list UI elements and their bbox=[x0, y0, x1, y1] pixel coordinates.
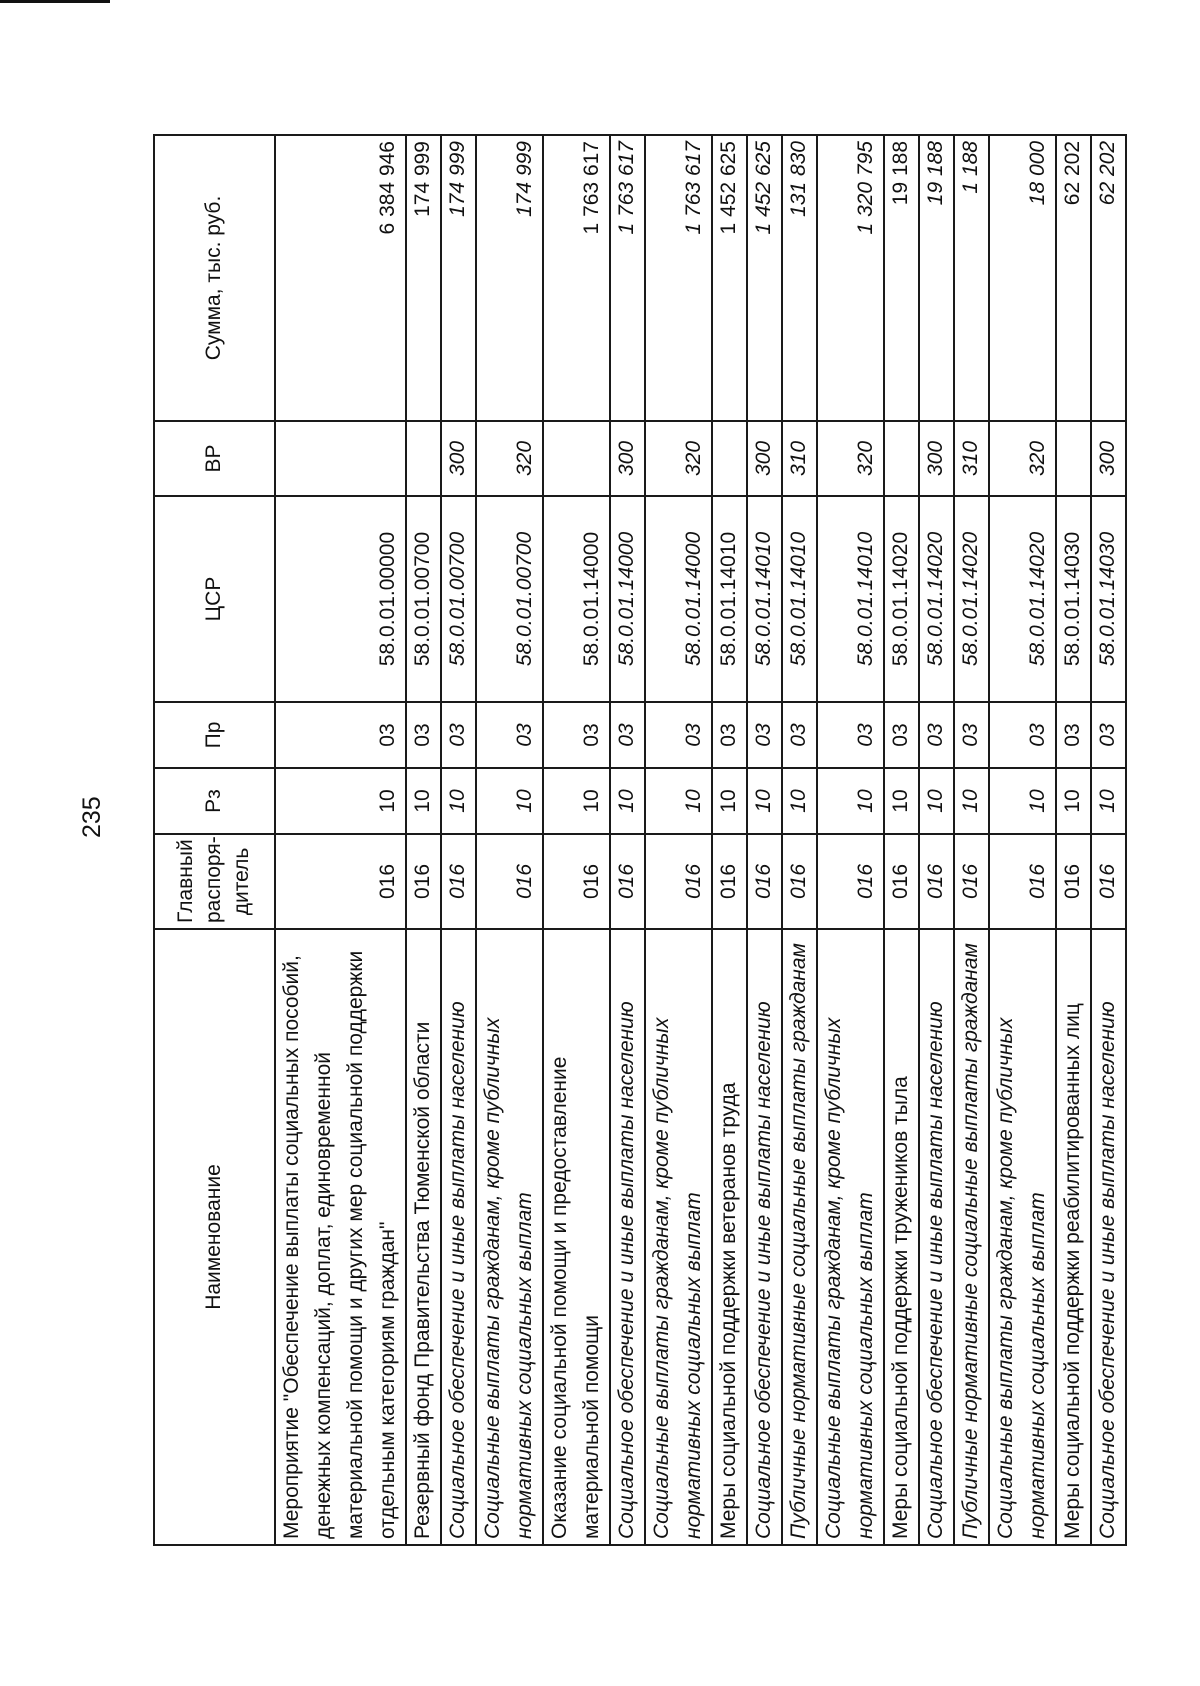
cell-expense-type: 300 bbox=[747, 421, 782, 496]
cell-expense-type bbox=[406, 421, 441, 496]
cell-subsection: 03 bbox=[989, 702, 1056, 768]
table-row bbox=[712, 135, 747, 1545]
cell-section: 10 bbox=[954, 768, 989, 834]
cell-main-manager: 016 bbox=[610, 834, 645, 929]
cell-amount: 1 452 625 bbox=[712, 135, 747, 421]
cell-expense-type: 320 bbox=[645, 421, 712, 496]
cell-main-manager: 016 bbox=[645, 834, 712, 929]
cell-subsection: 03 bbox=[406, 702, 441, 768]
cell-subsection: 03 bbox=[543, 702, 610, 768]
cell-subsection: 03 bbox=[884, 702, 919, 768]
cell-section: 10 bbox=[645, 768, 712, 834]
cell-subsection: 03 bbox=[712, 702, 747, 768]
header-target-article: ЦСР bbox=[154, 496, 275, 702]
cell-target-article: 58.0.01.00000 bbox=[275, 496, 406, 702]
cell-name: Резервный фонд Правительства Тюменской области bbox=[406, 929, 441, 1545]
cell-section: 10 bbox=[712, 768, 747, 834]
cell-name: Социальные выплаты гражданам, кроме публичных нормативных социальных выплат bbox=[817, 929, 884, 1545]
cell-section: 10 bbox=[543, 768, 610, 834]
cell-amount: 1 763 617 bbox=[645, 135, 712, 421]
table-row bbox=[1091, 135, 1126, 1545]
cell-section: 10 bbox=[747, 768, 782, 834]
cell-expense-type: 300 bbox=[919, 421, 954, 496]
table-row bbox=[954, 135, 989, 1545]
cell-target-article: 58.0.01.00700 bbox=[476, 496, 543, 702]
cell-main-manager: 016 bbox=[406, 834, 441, 929]
header-row bbox=[154, 135, 275, 1545]
table-row bbox=[543, 135, 610, 1545]
table-row bbox=[782, 135, 817, 1545]
cell-section: 10 bbox=[1091, 768, 1126, 834]
cell-section: 10 bbox=[817, 768, 884, 834]
header-expense-type: ВР bbox=[154, 421, 275, 496]
cell-main-manager: 016 bbox=[476, 834, 543, 929]
cell-main-manager: 016 bbox=[1056, 834, 1091, 929]
cell-target-article: 58.0.01.14000 bbox=[610, 496, 645, 702]
table-row bbox=[610, 135, 645, 1545]
cell-amount: 1 763 617 bbox=[610, 135, 645, 421]
cell-name: Социальное обеспечение и иные выплаты населению bbox=[1091, 929, 1126, 1545]
header-subsection: Пр bbox=[154, 702, 275, 768]
cell-target-article: 58.0.01.14020 bbox=[919, 496, 954, 702]
cell-amount: 174 999 bbox=[406, 135, 441, 421]
table-row bbox=[1056, 135, 1091, 1545]
cell-amount: 174 999 bbox=[441, 135, 476, 421]
cell-main-manager: 016 bbox=[919, 834, 954, 929]
cell-subsection: 03 bbox=[1091, 702, 1126, 768]
cell-amount: 1 763 617 bbox=[543, 135, 610, 421]
budget-table bbox=[153, 134, 1127, 1546]
cell-main-manager: 016 bbox=[543, 834, 610, 929]
cell-section: 10 bbox=[476, 768, 543, 834]
cell-section: 10 bbox=[441, 768, 476, 834]
cell-main-manager: 016 bbox=[954, 834, 989, 929]
page-number: 235 bbox=[78, 796, 106, 838]
cell-subsection: 03 bbox=[275, 702, 406, 768]
rotated-table-wrapper bbox=[153, 136, 1119, 1546]
header-name: Наименование bbox=[154, 929, 275, 1545]
table-row bbox=[441, 135, 476, 1545]
cell-target-article: 58.0.01.14010 bbox=[817, 496, 884, 702]
cell-target-article: 58.0.01.14000 bbox=[645, 496, 712, 702]
cell-subsection: 03 bbox=[817, 702, 884, 768]
cell-name: Меры социальной поддержки реабилитированных лиц bbox=[1056, 929, 1091, 1545]
cell-main-manager: 016 bbox=[817, 834, 884, 929]
cell-target-article: 58.0.01.14020 bbox=[884, 496, 919, 702]
cell-amount: 1 188 bbox=[954, 135, 989, 421]
cell-subsection: 03 bbox=[1056, 702, 1091, 768]
cell-amount: 62 202 bbox=[1091, 135, 1126, 421]
header-amount: Сумма, тыс. руб. bbox=[154, 135, 275, 421]
cell-expense-type: 310 bbox=[782, 421, 817, 496]
cell-expense-type: 320 bbox=[989, 421, 1056, 496]
cell-section: 10 bbox=[406, 768, 441, 834]
cell-name: Социальные выплаты гражданам, кроме публичных нормативных социальных выплат bbox=[476, 929, 543, 1545]
cell-expense-type bbox=[712, 421, 747, 496]
cell-expense-type bbox=[543, 421, 610, 496]
cell-section: 10 bbox=[1056, 768, 1091, 834]
cell-target-article: 58.0.01.14000 bbox=[543, 496, 610, 702]
cell-name: Оказание социальной помощи и предоставление материальной помощи bbox=[543, 929, 610, 1545]
cell-amount: 6 384 946 bbox=[275, 135, 406, 421]
cell-section: 10 bbox=[610, 768, 645, 834]
cell-main-manager: 016 bbox=[884, 834, 919, 929]
cell-subsection: 03 bbox=[919, 702, 954, 768]
cell-name: Социальные выплаты гражданам, кроме публичных нормативных социальных выплат bbox=[989, 929, 1056, 1545]
cell-amount: 18 000 bbox=[989, 135, 1056, 421]
cell-main-manager: 016 bbox=[989, 834, 1056, 929]
cell-name: Социальное обеспечение и иные выплаты населению bbox=[610, 929, 645, 1545]
cell-section: 10 bbox=[989, 768, 1056, 834]
cell-amount: 1 452 625 bbox=[747, 135, 782, 421]
cell-main-manager: 016 bbox=[712, 834, 747, 929]
cell-target-article: 58.0.01.14020 bbox=[954, 496, 989, 702]
cell-name: Меры социальной поддержки ветеранов труда bbox=[712, 929, 747, 1545]
cell-main-manager: 016 bbox=[441, 834, 476, 929]
cell-section: 10 bbox=[782, 768, 817, 834]
cell-target-article: 58.0.01.14010 bbox=[782, 496, 817, 702]
cell-expense-type: 310 bbox=[954, 421, 989, 496]
table-row bbox=[884, 135, 919, 1545]
cell-expense-type: 320 bbox=[817, 421, 884, 496]
cell-amount: 131 830 bbox=[782, 135, 817, 421]
cell-amount: 62 202 bbox=[1056, 135, 1091, 421]
cell-subsection: 03 bbox=[610, 702, 645, 768]
table-row bbox=[817, 135, 884, 1545]
cell-target-article: 58.0.01.00700 bbox=[406, 496, 441, 702]
cell-target-article: 58.0.01.14020 bbox=[989, 496, 1056, 702]
cell-subsection: 03 bbox=[476, 702, 543, 768]
cell-expense-type: 320 bbox=[476, 421, 543, 496]
cell-expense-type bbox=[275, 421, 406, 496]
cell-name: Публичные нормативные социальные выплаты гражданам bbox=[954, 929, 989, 1545]
cell-target-article: 58.0.01.14030 bbox=[1056, 496, 1091, 702]
cell-name: Социальные выплаты гражданам, кроме публичных нормативных социальных выплат bbox=[645, 929, 712, 1545]
cell-section: 10 bbox=[919, 768, 954, 834]
table-row bbox=[919, 135, 954, 1545]
cell-name: Публичные нормативные социальные выплаты гражданам bbox=[782, 929, 817, 1545]
cell-expense-type bbox=[1056, 421, 1091, 496]
cell-target-article: 58.0.01.14010 bbox=[712, 496, 747, 702]
cell-target-article: 58.0.01.00700 bbox=[441, 496, 476, 702]
cell-expense-type bbox=[884, 421, 919, 496]
header-section: Рз bbox=[154, 768, 275, 834]
cell-subsection: 03 bbox=[747, 702, 782, 768]
table-row bbox=[747, 135, 782, 1545]
cell-name: Социальное обеспечение и иные выплаты населению bbox=[919, 929, 954, 1545]
cell-subsection: 03 bbox=[645, 702, 712, 768]
cell-subsection: 03 bbox=[954, 702, 989, 768]
table-row bbox=[645, 135, 712, 1545]
cell-name: Социальное обеспечение и иные выплаты населению bbox=[441, 929, 476, 1545]
cell-expense-type: 300 bbox=[441, 421, 476, 496]
cell-section: 10 bbox=[884, 768, 919, 834]
cell-name: Социальное обеспечение и иные выплаты населению bbox=[747, 929, 782, 1545]
scan-edge-mark bbox=[0, 0, 110, 3]
table-row bbox=[406, 135, 441, 1545]
header-main-manager: Главный распоря-дитель bbox=[154, 834, 275, 929]
cell-amount: 19 188 bbox=[884, 135, 919, 421]
cell-subsection: 03 bbox=[782, 702, 817, 768]
cell-amount: 1 320 795 bbox=[817, 135, 884, 421]
cell-name: Меры социальной поддержки тружеников тыла bbox=[884, 929, 919, 1545]
table-body bbox=[275, 135, 1126, 1545]
cell-target-article: 58.0.01.14030 bbox=[1091, 496, 1126, 702]
cell-section: 10 bbox=[275, 768, 406, 834]
cell-target-article: 58.0.01.14010 bbox=[747, 496, 782, 702]
table-row bbox=[275, 135, 406, 1545]
cell-subsection: 03 bbox=[441, 702, 476, 768]
cell-main-manager: 016 bbox=[275, 834, 406, 929]
cell-main-manager: 016 bbox=[782, 834, 817, 929]
cell-main-manager: 016 bbox=[1091, 834, 1126, 929]
table-row bbox=[476, 135, 543, 1545]
cell-name: Мероприятие "Обеспечение выплаты социальных пособий, денежных компенсаций, доплат, единовременной материальной помощи и других мер социальной поддержки отдельным категориям граждан" bbox=[275, 929, 406, 1545]
cell-expense-type: 300 bbox=[610, 421, 645, 496]
cell-main-manager: 016 bbox=[747, 834, 782, 929]
cell-amount: 174 999 bbox=[476, 135, 543, 421]
cell-amount: 19 188 bbox=[919, 135, 954, 421]
cell-expense-type: 300 bbox=[1091, 421, 1126, 496]
table-row bbox=[989, 135, 1056, 1545]
